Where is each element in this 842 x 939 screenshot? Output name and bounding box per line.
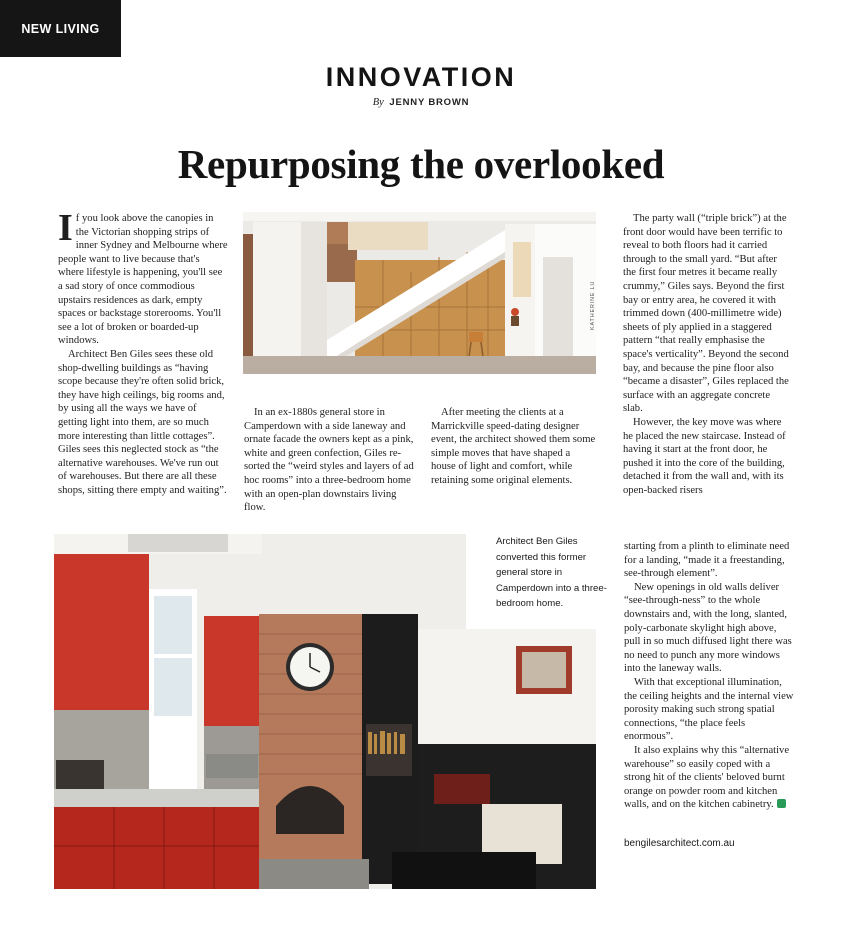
paragraph: With that exceptional illumination, the ceiling heights and the internal view porosity making such strong spatial connections, “the place feels enormous”. <box>624 676 794 743</box>
section-tab: NEW LIVING <box>0 0 121 57</box>
website-link[interactable]: bengilesarchitect.com.au <box>624 838 735 849</box>
article-column-5 <box>624 540 794 812</box>
article-headline: Repurposing the overlooked <box>177 141 665 187</box>
article-column-1 <box>58 207 228 497</box>
end-of-article-icon <box>777 799 786 808</box>
paragraph: New openings in old walls deliver “see-through-ness” to the whole downstairs and, with the long, slanted, poly-carbonate skylight high above, pull in so much diffused light there was no need to punch any more windows into the laneway walls. <box>624 581 792 675</box>
photo-credit: KATHERINE LU <box>590 280 596 330</box>
staircase-photo <box>243 212 596 374</box>
article-column-3 <box>431 406 597 488</box>
article-column-4 <box>623 212 792 497</box>
paragraph <box>58 207 228 348</box>
author-name: JENNY BROWN <box>389 97 470 108</box>
paragraph: However, the key move was where he placed the new staircase. Instead of having it start at the front door, he pushed it into the core of the building, detached it from the wall and, with its open-backed risers <box>623 416 786 496</box>
byline-prefix: By <box>372 97 384 108</box>
drop-cap: I <box>58 207 73 249</box>
paragraph: After meeting the clients at a Marrickville speed-dating designer event, the architect showed them some simple moves that have shaped a house of light and comfort, while retaining some original elements. <box>431 407 596 486</box>
paragraph: Architect Ben Giles sees these old shop-dwelling buildings as “having scope because they're often solid brick, they have high ceilings, big rooms and, by using all the ways we have of getting light into them, are so much more interesting than little cottages”. Giles sees this neglected stock as “the alternative warehouses. We've run out of warehouses. But there are all these shops, sitting there empty and waiting”. <box>58 348 227 496</box>
byline <box>0 97 842 108</box>
article-column-2 <box>244 406 414 515</box>
paragraph-text: It also explains why this “alternative warehouse” so easily coped with a strong hit of the clients' beloved burnt orange on powder room and kitchen walls, and on the kitchen cabinetry. <box>624 744 790 811</box>
paragraph: In an ex-1880s general store in Camperdown with a side laneway and ornate facade the owners kept as a pink, white and green confection, Giles re-sorted the “weird styles and layers of ad hoc rooms” into a three-bedroom home with an open-plan downstairs living flow. <box>244 407 414 514</box>
photo-caption: Architect Ben Giles converted this former general store in Camperdown into a three-bedroom home. <box>466 534 613 629</box>
paragraph-text: f you look above the canopies in the Victorian shopping strips of inner Sydney and Melbourne where people want to live because that's where lifestyle is happening, you'll see a sad story of once commodious upstairs residences as dark, empty spaces or backstage storerooms. You'll see a lot of broken or boarded-up windows. <box>58 213 228 347</box>
paragraph <box>624 744 794 812</box>
paragraph: starting from a plinth to eliminate need for a landing, “made it a freestanding, see-through element”. <box>624 541 790 580</box>
section-kicker: INNOVATION <box>325 62 517 92</box>
paragraph: The party wall (“triple brick”) at the front door would have been terrific to reveal to both floors had it carried through to the small yard. “But after the first four metres it became really crummy,” Giles says. Beyond the first bay or entry area, he covered it with trimmed down (400-millimetre wide) sheets of ply applied in a staggered pattern “that really emphasise the space's verticality”. Beyond the second bay, and because the pine floor also “became a disaster”, Giles replaced the surface with an aggregate concrete slab. <box>623 213 789 415</box>
